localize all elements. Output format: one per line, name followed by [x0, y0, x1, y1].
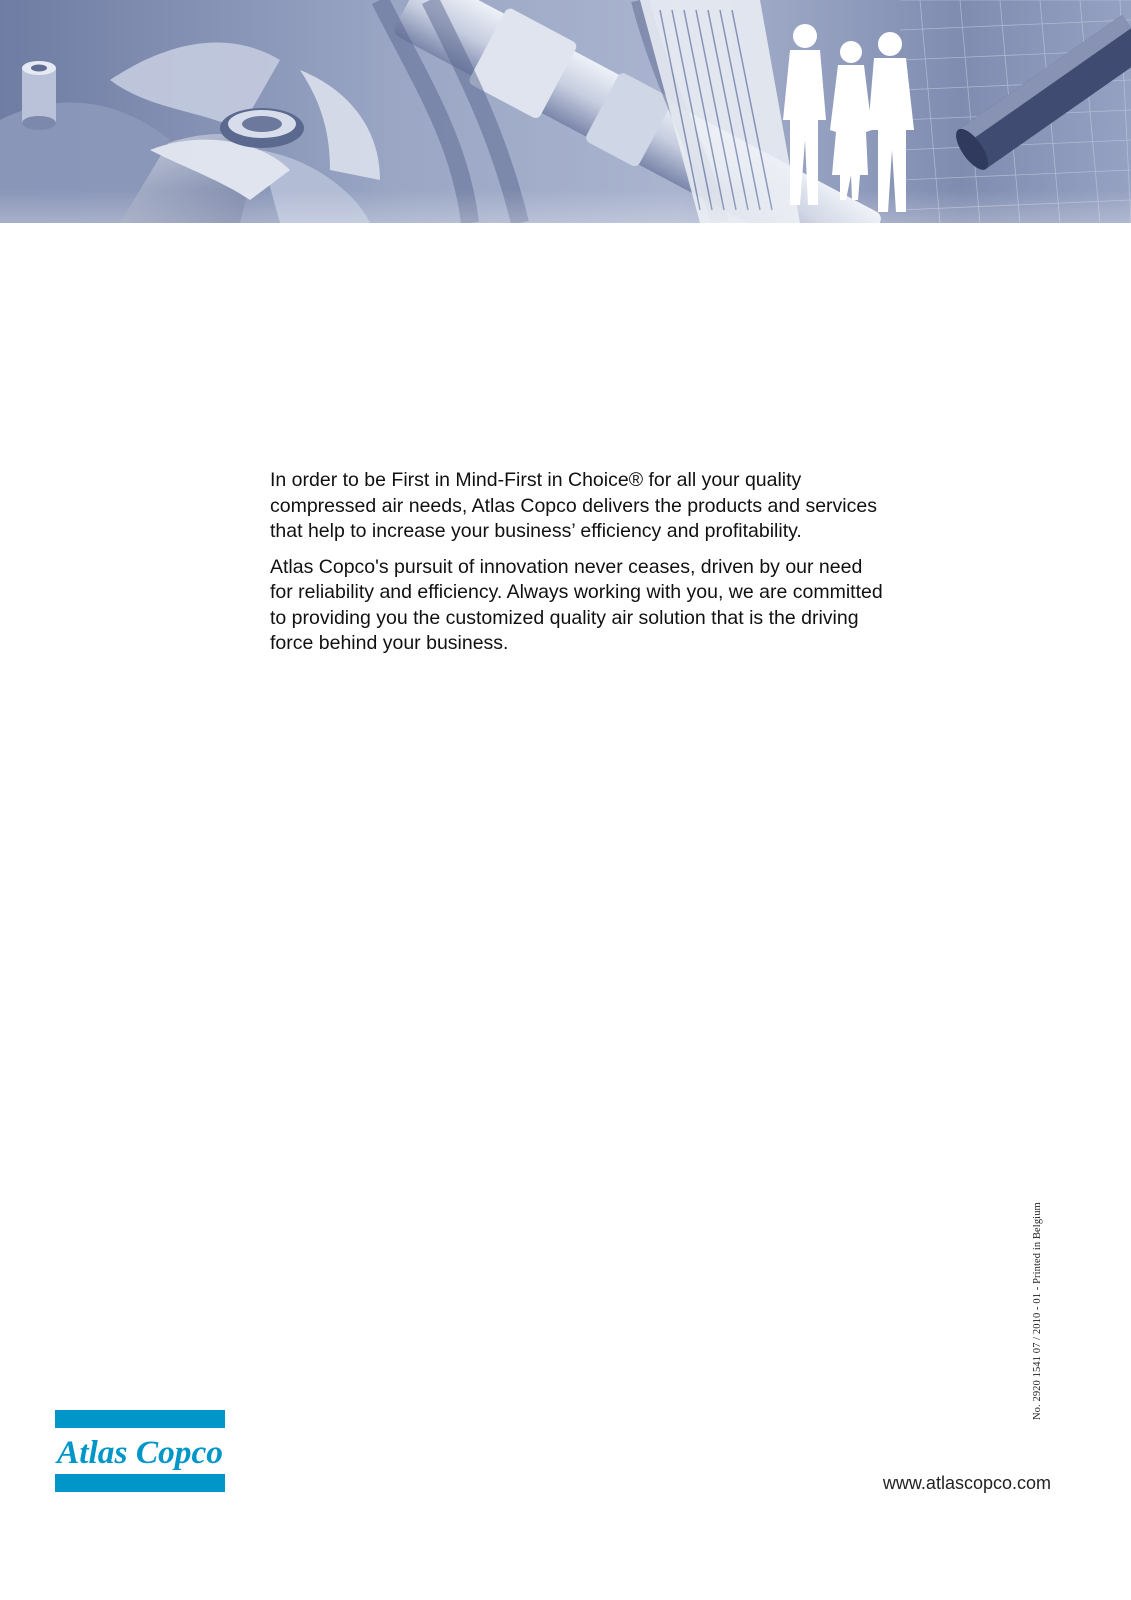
logo-bar-bottom: [55, 1474, 225, 1492]
logo-wordmark: [55, 1428, 225, 1474]
atlas-copco-logo: [55, 1410, 225, 1492]
print-code: No. 2920 1541 07 / 2010 - 01 - Printed in Belgium: [1032, 1202, 1043, 1420]
website-link[interactable]: www.atlascopco.com: [882, 1473, 1051, 1493]
header-banner-image: [0, 0, 1131, 223]
body-paragraph-2: Atlas Copco's pursuit of innovation never ceases, driven by our need for reliability and efficiency. Always working with you, we are committed to providing you the customized quality air solution that is the driving force behind your business.: [270, 555, 883, 654]
logo-bar-top: [55, 1410, 225, 1428]
body-text: [270, 468, 890, 667]
logo-text: Atlas Copco: [55, 1435, 223, 1471]
body-paragraph-1: In order to be First in Mind-First in Choice® for all your quality compressed air needs, Atlas Copco delivers the products and services that help to increase your business’ efficiency and profitability.: [270, 469, 877, 542]
